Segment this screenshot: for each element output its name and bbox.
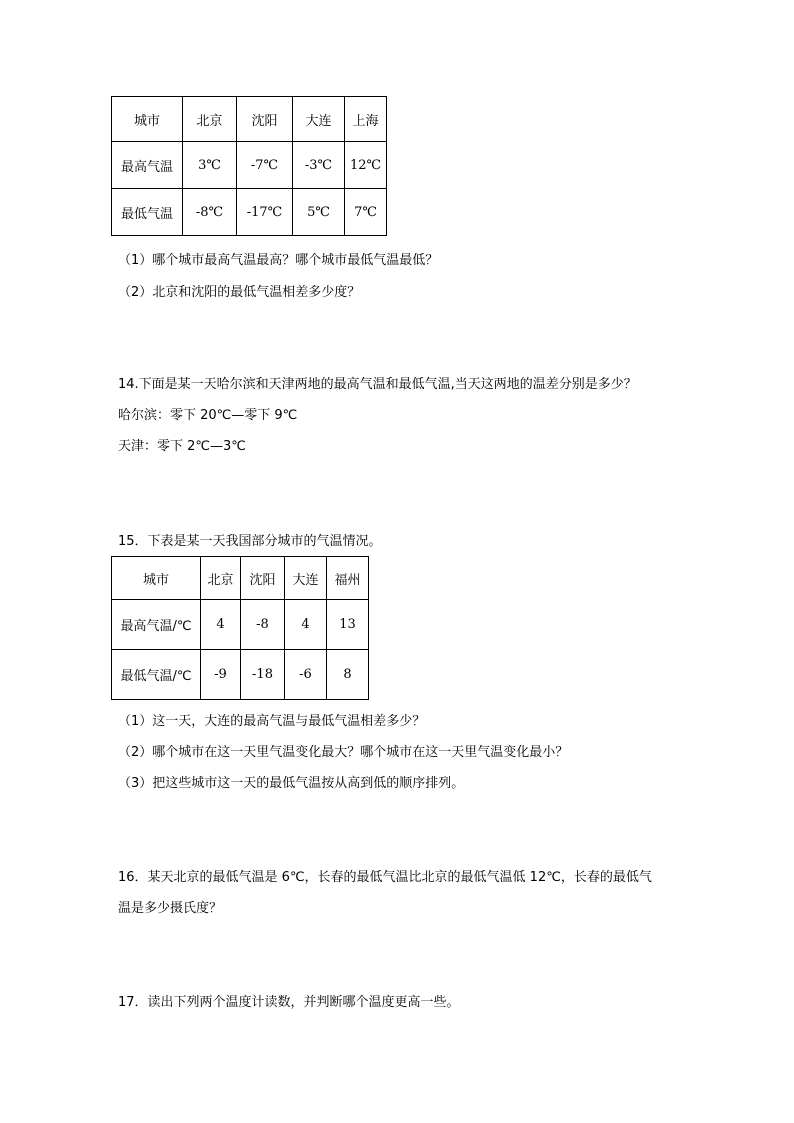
table-cell: 13 <box>327 600 369 650</box>
table-cell: 福州 <box>327 557 369 600</box>
table-row <box>112 142 387 189</box>
table-cell: 沈阳 <box>241 557 285 600</box>
table-cell: 最低气温 <box>112 189 183 236</box>
table-cell: 3℃ <box>183 142 237 189</box>
table-cell: 大连 <box>285 557 327 600</box>
table-cell: -17℃ <box>237 189 293 236</box>
table-cell: 最低气温/℃ <box>112 650 201 700</box>
table-row <box>112 650 369 700</box>
table-cell: 4 <box>285 600 327 650</box>
table-cell: -3℃ <box>293 142 345 189</box>
table-cell: 7℃ <box>345 189 387 236</box>
table-cell: 北京 <box>201 557 241 600</box>
question-15-sub-3: （3）把这些城市这一天的最低气温按从高到低的顺序排列。 <box>118 776 465 791</box>
table-cell: 12℃ <box>345 142 387 189</box>
table-cell: 北京 <box>183 97 237 142</box>
question-14-text: 14.下面是某一天哈尔滨和天津两地的最高气温和最低气温,当天这两地的温差分别是多少？ <box>118 377 637 392</box>
table-row <box>112 189 387 236</box>
question-17-text: 17．读出下列两个温度计读数，并判断哪个温度更高一些。 <box>118 995 460 1010</box>
question-14-harbin: 哈尔滨：零下 20℃—零下 9℃ <box>118 408 298 423</box>
question-13-sub-2: （2）北京和沈阳的最低气温相差多少度？ <box>118 285 361 300</box>
question-16-line-1: 16．某天北京的最低气温是 6℃，长春的最低气温比北京的最低气温低 12℃，长春的最低气 <box>118 870 652 885</box>
temperature-table-1 <box>111 96 387 236</box>
table-row <box>112 600 369 650</box>
question-13-sub-1: （1）哪个城市最高气温最高？哪个城市最低气温最低？ <box>118 253 439 268</box>
table-cell: 4 <box>201 600 241 650</box>
table-cell: 大连 <box>293 97 345 142</box>
table-cell: 8 <box>327 650 369 700</box>
table-cell: 最高气温 <box>112 142 183 189</box>
table-cell: -6 <box>285 650 327 700</box>
table-cell: -8 <box>241 600 285 650</box>
table-cell: -7℃ <box>237 142 293 189</box>
table-cell: 城市 <box>112 557 201 600</box>
table-header-row <box>112 557 369 600</box>
table-cell: 5℃ <box>293 189 345 236</box>
table-cell: -18 <box>241 650 285 700</box>
table-cell: -9 <box>201 650 241 700</box>
table-cell: -8℃ <box>183 189 237 236</box>
table-cell: 沈阳 <box>237 97 293 142</box>
table-cell: 最高气温/℃ <box>112 600 201 650</box>
table-header-row <box>112 97 387 142</box>
question-14-tianjin: 天津：零下 2℃—3℃ <box>118 439 246 454</box>
question-15-text: 15．下表是某一天我国部分城市的气温情况。 <box>118 534 382 549</box>
question-15-sub-1: （1）这一天，大连的最高气温与最低气温相差多少？ <box>118 714 426 729</box>
temperature-table-2 <box>111 556 369 700</box>
table-cell: 上海 <box>345 97 387 142</box>
question-16-line-2: 温是多少摄氏度？ <box>118 901 223 916</box>
table-cell: 城市 <box>112 97 183 142</box>
question-15-sub-2: （2）哪个城市在这一天里气温变化最大？哪个城市在这一天里气温变化最小？ <box>118 745 569 760</box>
